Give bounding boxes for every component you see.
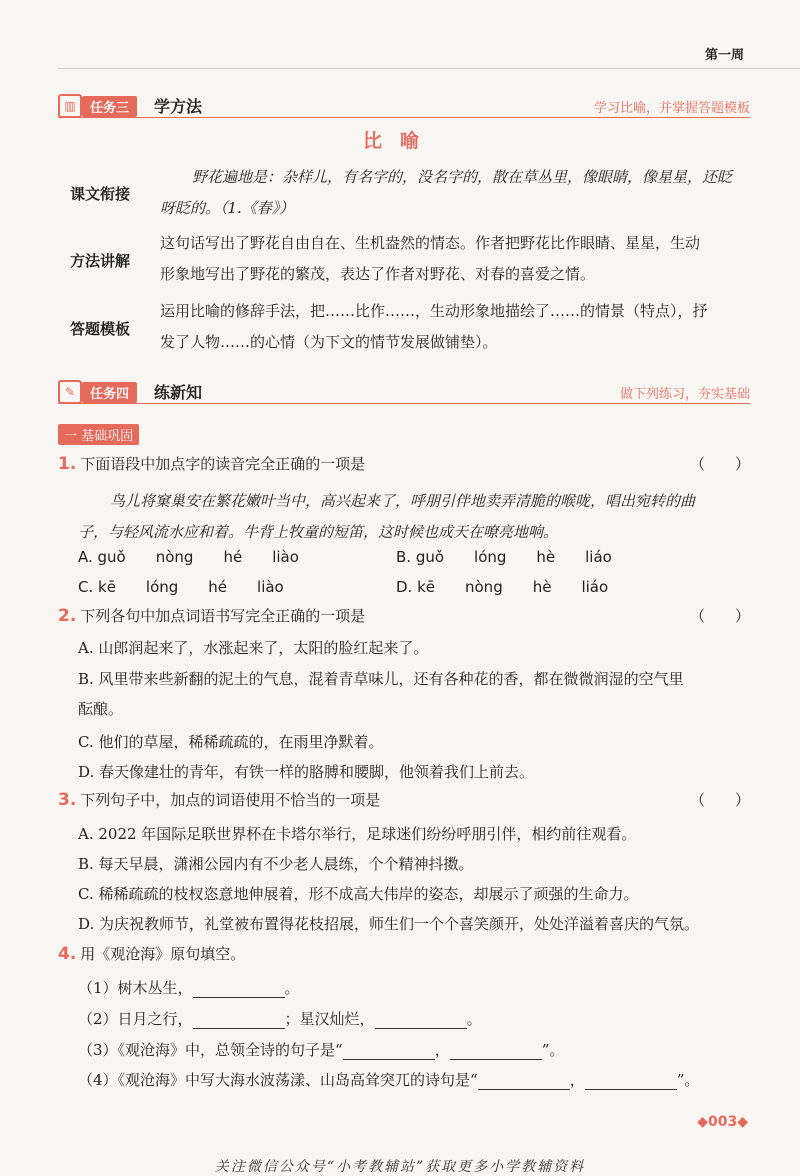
method-title: 比喻 [362, 130, 437, 152]
blank-5[interactable] [450, 1045, 542, 1060]
task3-tag: 任务三 [82, 96, 137, 117]
task3-bar [58, 94, 750, 118]
row-text-2: 这句话写出了野花自由自在、生机盎然的情态。作者把野花比作眼睛、星星，生动 形象地写出了野花的繁茂，表达了作者对野花、对春的喜爱之情。 [160, 234, 701, 283]
q3-option-b[interactable]: B. 每天早晨，潇湘公园内有不少老人晨练，个个精神抖擞。 [78, 855, 474, 873]
q3-option-d[interactable]: D. 为庆祝教师节，礼堂被布置得花枝招展，师生们一个个喜笑颜开，处处洋溢着喜庆的气氛。 [78, 915, 700, 933]
q2-option-b[interactable]: B. 风里带来些新翻的泥土的气息，混着青草味儿，还有各种花的香，都在微微润湿的空气里 [78, 670, 684, 688]
q4-item-4: （4）《观沧海》中写大海水波荡漾、山岛高耸突兀的诗句是“ ， ”。 [78, 1071, 700, 1089]
blank-7[interactable] [585, 1075, 677, 1090]
q1-option-b[interactable]: B. guǒ lóng hè liáo [396, 548, 612, 566]
blank-2[interactable] [193, 1014, 285, 1029]
q4-item-1: （1）树木丛生， 。 [78, 979, 300, 997]
question-3: 3. 下列句子中，加点的词语使用不恰当的一项是 （ ） [58, 790, 750, 810]
row-text-1: 野花遍地是：杂样儿，有名字的，没名字的，散在草丛里，像眼睛，像星星，还眨 呀眨的。（1.《春》） [160, 168, 733, 217]
question-1: 1. 下面语段中加点字的读音完全正确的一项是 （ ） [58, 454, 750, 474]
q3-option-a[interactable]: A. 2022 年国际足联世界杯在卡塔尔举行，足球迷们纷纷呼朋引伴，相约前往观看。 [78, 825, 637, 843]
answer-paren-3[interactable]: （ ） [689, 791, 750, 809]
task3-subtitle: 学习比喻，并掌握答题模板 [593, 101, 750, 116]
header-divider [58, 68, 800, 69]
q2-option-c[interactable]: C. 他们的草屋，稀稀疏疏的，在雨里净默着。 [78, 733, 384, 751]
page-number: ◆003◆ [697, 1114, 748, 1130]
q4-item-3: （3）《观沧海》中，总领全诗的句子是“ ， ”。 [78, 1041, 565, 1059]
pencil-icon: ✎ [58, 380, 82, 404]
q4-item-2: （2）日月之行， ；星汉灿烂， 。 [78, 1010, 482, 1028]
blank-1[interactable] [193, 983, 285, 998]
q2-option-b-cont: 酝酿。 [78, 700, 124, 718]
q2-option-d[interactable]: D. 春天像建壮的青年，有铁一样的胳膊和腰脚，他领着我们上前去。 [78, 763, 535, 781]
blank-3[interactable] [375, 1014, 467, 1029]
row-text-3: 运用比喻的修辞手法，把……比作……，生动形象地描绘了……的情景（特点），抒 发了人物……的心情（为下文的情节发展做铺垫）。 [160, 302, 708, 351]
task4-title: 练新知 [154, 383, 203, 402]
q2-option-a[interactable]: A. 山郎润起来了，水涨起来了，太阳的脸红起来了。 [78, 639, 429, 657]
task4-subtitle: 做下列练习，夯实基础 [619, 387, 750, 402]
answer-paren-1[interactable]: （ ） [689, 455, 750, 473]
q1-option-d[interactable]: D. kē nòng hè liáo [396, 578, 609, 596]
blank-6[interactable] [478, 1075, 570, 1090]
question-4: 4. 用《观沧海》原句填空。 [58, 944, 246, 964]
row-label-1: 课文衔接 [70, 185, 131, 203]
section-tag: 一 基础巩固 [58, 424, 139, 445]
week-label: 第一周 [704, 48, 744, 63]
row-label-3: 答题模板 [70, 320, 131, 338]
blank-4[interactable] [343, 1045, 435, 1060]
task3-title: 学方法 [154, 97, 203, 116]
q1-option-a[interactable]: A. guǒ nòng hé liào [78, 548, 299, 566]
book-icon: ▥ [58, 94, 82, 118]
task4-bar [58, 380, 750, 404]
q1-option-c[interactable]: C. kē lóng hé liào [78, 578, 284, 596]
task4-tag: 任务四 [82, 382, 137, 403]
footer-watermark: 关注微信公众号“小考教辅站”获取更多小学教辅资料 [214, 1159, 586, 1175]
answer-paren-2[interactable]: （ ） [689, 607, 750, 625]
q1-passage: 鸟儿将窠巢安在繁花嫩叶当中，高兴起来了，呼朋引伴地卖弄清脆的喉咙，唱出宛转的曲 子，与轻风流水应和着。牛背上牧童的短笛，这时候也成天在嘹亮地响。 [78, 492, 696, 541]
question-2: 2. 下列各句中加点词语书写完全正确的一项是 （ ） [58, 606, 750, 626]
q3-option-c[interactable]: C. 稀稀疏疏的枝杈恣意地伸展着，形不成高大伟岸的姿态，却展示了顽强的生命力。 [78, 885, 639, 903]
row-label-2: 方法讲解 [70, 252, 131, 270]
